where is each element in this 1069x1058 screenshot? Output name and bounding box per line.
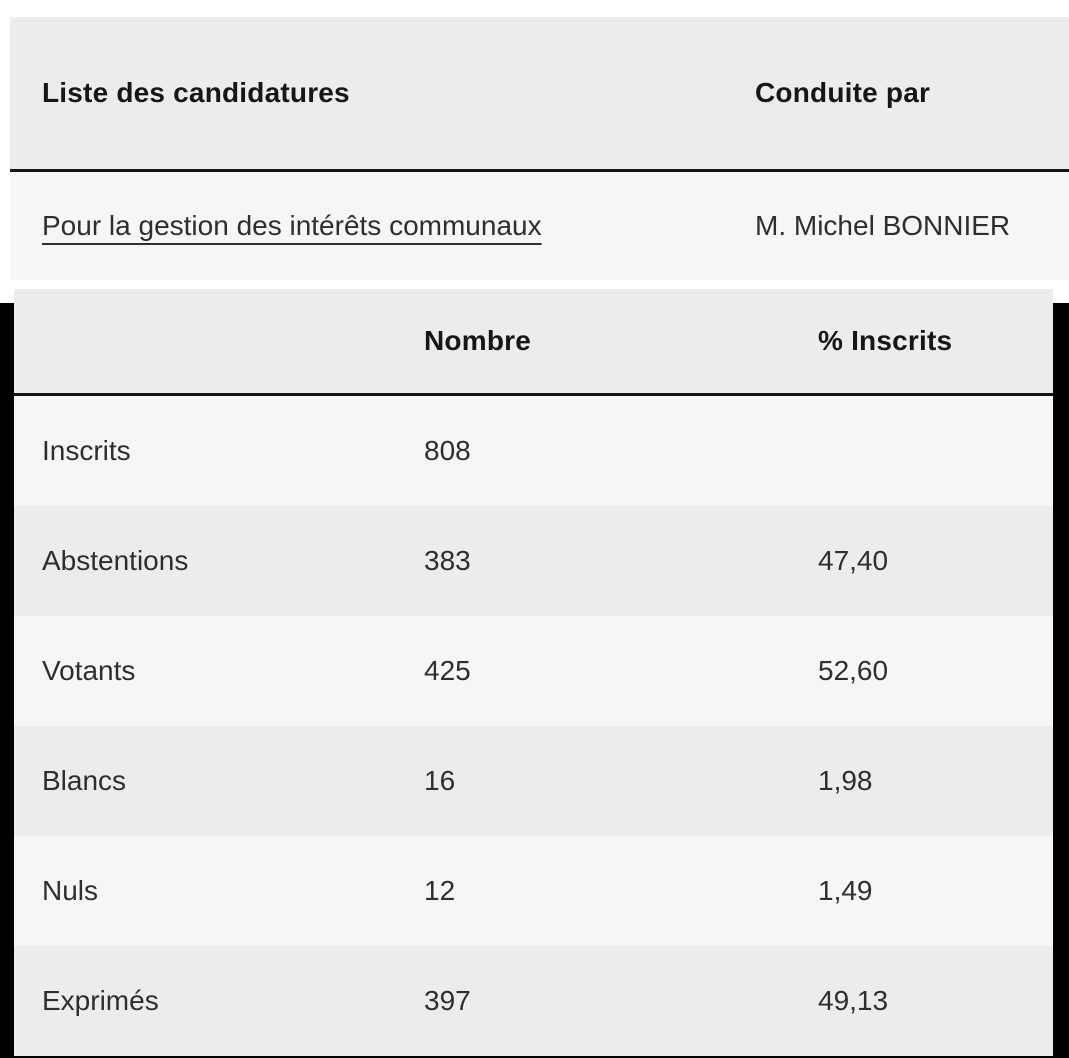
row-label: Inscrits <box>42 435 131 466</box>
row-label: Exprimés <box>42 985 159 1016</box>
row-count: 383 <box>424 545 471 576</box>
candidate-list-cell <box>10 210 755 242</box>
candidates-table <box>10 17 1069 280</box>
row-label: Nuls <box>42 875 99 906</box>
column-header-liste-des-candidatures: Liste des candidatures <box>42 77 350 108</box>
row-count: 425 <box>424 655 471 686</box>
row-count: 16 <box>424 765 456 796</box>
participation-table <box>14 289 1053 1056</box>
row-count: 12 <box>424 875 456 906</box>
table-row-blancs <box>14 726 1053 836</box>
row-count: 808 <box>424 435 471 466</box>
row-label: Blancs <box>42 765 127 796</box>
table-row-abstentions <box>14 506 1053 616</box>
row-label: Abstentions <box>42 545 189 576</box>
table-row-exprimes <box>14 946 1053 1056</box>
column-header-pct-inscrits: % Inscrits <box>818 325 953 356</box>
row-pct: 49,13 <box>818 985 889 1016</box>
candidate-row <box>10 172 1069 280</box>
table-row-votants <box>14 616 1053 726</box>
row-count: 397 <box>424 985 471 1016</box>
candidate-leader-name: M. Michel BONNIER <box>755 210 1011 241</box>
column-header-nombre: Nombre <box>424 325 531 356</box>
participation-table-header <box>14 289 1053 396</box>
table-row-nuls <box>14 836 1053 946</box>
row-pct: 47,40 <box>818 545 889 576</box>
column-header-conduite-par: Conduite par <box>755 77 931 108</box>
candidates-table-header <box>10 17 1069 172</box>
row-label: Votants <box>42 655 136 686</box>
row-pct: 52,60 <box>818 655 889 686</box>
row-pct: 1,98 <box>818 765 873 796</box>
row-pct: 1,49 <box>818 875 873 906</box>
candidature-link[interactable]: Pour la gestion des intérêts communaux <box>42 210 542 241</box>
table-row-inscrits <box>14 396 1053 506</box>
